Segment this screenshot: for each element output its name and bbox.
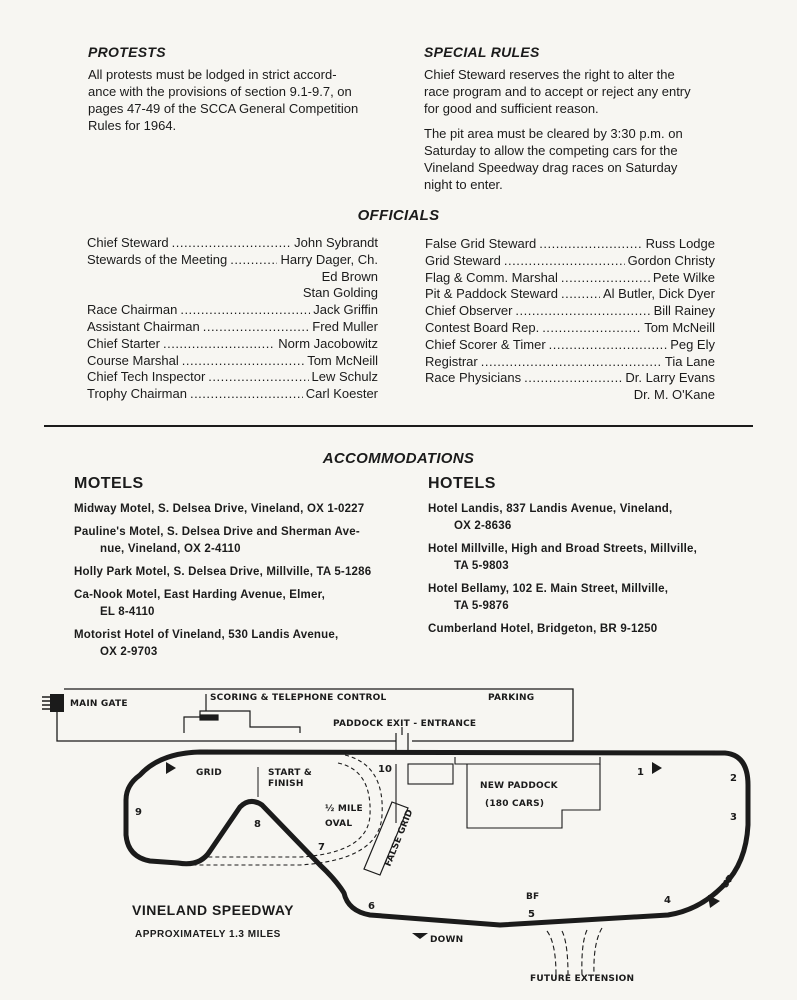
official-role: False Grid Steward [425, 236, 537, 251]
false-grid-label: FALSE GRID [383, 808, 416, 869]
turn-number: 9 [135, 807, 142, 818]
official-name-continued: Dr. M. O'Kane [633, 387, 715, 403]
official-row [87, 235, 378, 252]
up-label: UP [720, 873, 737, 891]
dot-leader [190, 386, 303, 403]
motel-entry-line-1: Motorist Hotel of Vineland, 530 Landis Avenue, [74, 629, 339, 641]
officials-heading: OFFICIALS [357, 207, 440, 224]
official-role: Registrar [425, 353, 478, 369]
official-row [425, 354, 715, 371]
turn-number: 4 [664, 895, 671, 906]
dot-leader [504, 253, 625, 270]
dot-leader [549, 337, 668, 354]
protests-line: Rules for 1964. [88, 118, 177, 133]
dot-leader [542, 320, 641, 337]
protests-line: All protests must be lodged in strict accord- [88, 67, 337, 82]
protests-line: ance with the provisions of section 9.1-9.7, on [88, 84, 352, 99]
official-row [87, 386, 378, 403]
dot-leader [524, 370, 622, 387]
official-role: Chief Steward [87, 235, 169, 250]
dot-leader [182, 353, 304, 370]
official-row [87, 369, 378, 386]
dot-leader [515, 303, 650, 320]
special-rules-line: Chief Steward reserves the right to alter the [424, 67, 675, 82]
protests-section [88, 44, 388, 134]
official-role: Stewards of the Meeting [87, 251, 228, 267]
turn-number: 5 [528, 909, 535, 920]
new-paddock-area [396, 757, 600, 828]
special-rules-line: The pit area must be cleared by 3:30 p.m. on [424, 126, 683, 141]
turn-number: 7 [318, 842, 325, 853]
special-rules-paragraph-2 [424, 125, 724, 193]
dot-leader [208, 369, 308, 386]
official-name: Peg Ely [670, 336, 715, 352]
official-name: Russ Lodge [645, 236, 715, 251]
speedway-title: VINELAND SPEEDWAY [132, 902, 295, 918]
official-name: Pete Wilke [652, 269, 715, 285]
official-row [425, 286, 715, 303]
official-name: Carl Koester [305, 386, 378, 402]
special-rules-line: for good and sufficient reason. [424, 101, 599, 116]
parking-label: PARKING [488, 693, 535, 703]
official-name: Al Butler, Dick Dyer [603, 286, 715, 302]
dot-leader [539, 236, 642, 253]
official-role: Grid Steward [425, 252, 501, 268]
official-name: Tom McNeill [307, 352, 378, 368]
special-rules-line: Vineland Speedway drag races on Saturday [424, 160, 678, 175]
official-role: Contest Board Rep. [425, 319, 540, 335]
official-name: Gordon Christy [627, 252, 715, 268]
hotel-entry-line-1: Hotel Bellamy, 102 E. Main Street, Millville, [428, 583, 669, 595]
official-row [425, 337, 715, 354]
official-role: Assistant Chairman [87, 318, 200, 334]
official-role: Race Chairman [87, 302, 178, 318]
hotel-entry-line-2: OX 2-8636 [454, 520, 512, 532]
motel-entry-line-1: Pauline's Motel, S. Delsea Drive and Sherman Ave- [74, 526, 360, 538]
motel-entry-line-1: Midway Motel, S. Delsea Drive, Vineland, OX 1-0227 [74, 503, 365, 515]
scoring-label: SCORING & TELEPHONE CONTROL [210, 693, 387, 703]
official-row [425, 320, 715, 337]
turn-number: 8 [254, 819, 261, 830]
official-row [87, 302, 378, 319]
down-label: DOWN [430, 935, 464, 945]
dot-leader [203, 319, 310, 336]
official-row [425, 253, 715, 270]
bf-label: BF [526, 892, 540, 902]
section-divider [44, 425, 753, 427]
official-name: Bill Rainey [653, 303, 715, 319]
official-role: Chief Observer [425, 303, 513, 319]
official-role: Chief Scorer & Timer [425, 336, 546, 352]
special-rules-line: night to enter. [424, 177, 503, 192]
turn-number: 2 [730, 773, 737, 784]
official-name: Jack Griffin [313, 302, 378, 318]
dot-leader [172, 235, 292, 252]
protests-heading: PROTESTS [88, 44, 166, 60]
turn-numbers [135, 764, 737, 920]
hotel-entry [428, 621, 758, 638]
track-map [0, 675, 797, 1000]
turn-number: 3 [730, 812, 737, 823]
hotels-list [428, 501, 758, 644]
speedway-subtitle: APPROXIMATELY 1.3 MILES [135, 929, 281, 940]
hotels-heading: HOTELS [428, 475, 496, 492]
officials-left-column [87, 235, 378, 403]
official-name: Harry Dager, Ch. [280, 251, 378, 267]
official-row [425, 236, 715, 253]
official-role: Pit & Paddock Steward [425, 286, 558, 302]
dot-leader [180, 302, 310, 319]
main-gate-label: MAIN GATE [70, 699, 128, 709]
future-extension-label: FUTURE EXTENSION [530, 974, 635, 984]
hotel-entry [428, 501, 758, 535]
dot-leader [230, 252, 277, 269]
hotel-entry-line-1: Hotel Landis, 837 Landis Avenue, Vineland, [428, 503, 673, 515]
official-name: Fred Muller [312, 318, 378, 334]
protests-line: pages 47-49 of the SCCA General Competition [88, 101, 359, 116]
official-name: Tom McNeill [644, 319, 715, 335]
start-finish-label-2: FINISH [268, 779, 304, 789]
turn-number: 6 [368, 901, 375, 912]
motel-entry-line-1: Ca-Nook Motel, East Harding Avenue, Elmer, [74, 589, 326, 601]
future-extension-road [547, 928, 602, 975]
motel-entry [74, 501, 404, 518]
protests-text [88, 66, 388, 134]
official-role: Flag & Comm. Marshal [425, 269, 558, 285]
hotel-entry [428, 581, 758, 615]
hotel-entry-line-2: TA 5-9876 [454, 600, 509, 612]
official-role: Trophy Chairman [87, 386, 187, 402]
accommodations-heading: ACCOMMODATIONS [322, 450, 475, 467]
motel-entry-line-2: OX 2-9703 [100, 646, 158, 658]
official-row [87, 319, 378, 336]
special-rules-section [424, 44, 724, 193]
official-row [87, 252, 378, 269]
official-name: Tia Lane [664, 353, 715, 369]
paddock-exit-road [396, 727, 408, 753]
turn-number: 1 [637, 767, 644, 778]
officials-right-column [425, 236, 715, 404]
motel-entry [74, 587, 404, 621]
official-name-continued: Stan Golding [302, 285, 378, 301]
official-name: John Sybrandt [294, 235, 378, 250]
start-finish-label-1: START & [268, 768, 312, 778]
hotel-entry-line-2: TA 5-9803 [454, 560, 509, 572]
official-role: Chief Starter [87, 335, 160, 351]
official-row [425, 370, 715, 387]
motel-entry-line-2: nue, Vineland, OX 2-4110 [100, 543, 241, 555]
motel-entry [74, 627, 404, 661]
official-row [87, 336, 378, 353]
official-name: Norm Jacobowitz [278, 335, 378, 351]
special-rules-line: Saturday to allow the competing cars for the [424, 143, 678, 158]
half-mile-label: ½ MILE [325, 804, 363, 814]
hotel-entry [428, 541, 758, 575]
motel-entry-line-2: EL 8-4110 [100, 606, 155, 618]
motel-entry-line-1: Holly Park Motel, S. Delsea Drive, Millville, TA 5-1286 [74, 566, 372, 578]
main-gate-icon [42, 694, 64, 712]
official-role: Course Marshal [87, 352, 179, 368]
grid-label: GRID [196, 768, 222, 778]
official-role: Chief Tech Inspector [87, 369, 206, 385]
false-grid [364, 802, 416, 875]
official-row [87, 353, 378, 370]
dot-leader [481, 354, 662, 371]
dot-leader [561, 270, 650, 287]
dot-leader [561, 286, 600, 303]
official-role: Race Physicians [425, 370, 522, 386]
official-row [425, 303, 715, 320]
paddock-exit-label: PADDOCK EXIT - ENTRANCE [333, 719, 477, 729]
motel-entry [74, 524, 404, 558]
official-name-continued: Ed Brown [321, 268, 378, 284]
motel-entry [74, 564, 404, 581]
new-paddock-label-1: NEW PADDOCK [480, 781, 558, 791]
special-rules-heading: SPECIAL RULES [424, 44, 540, 60]
special-rules-paragraph-1 [424, 66, 724, 117]
official-name: Dr. Larry Evans [625, 370, 715, 386]
turn-number: 10 [378, 764, 392, 775]
special-rules-line: race program and to accept or reject any entry [424, 84, 691, 99]
hotel-entry-line-1: Cumberland Hotel, Bridgeton, BR 9-1250 [428, 623, 658, 635]
motels-list [74, 501, 404, 667]
dot-leader [163, 336, 275, 353]
oval-label: OVAL [325, 819, 353, 829]
hotel-entry-line-1: Hotel Millville, High and Broad Streets, Millville, [428, 543, 698, 555]
new-paddock-label-2: (180 CARS) [485, 799, 545, 809]
motels-heading: MOTELS [74, 475, 144, 492]
official-row [425, 270, 715, 287]
official-name: Lew Schulz [311, 369, 378, 385]
